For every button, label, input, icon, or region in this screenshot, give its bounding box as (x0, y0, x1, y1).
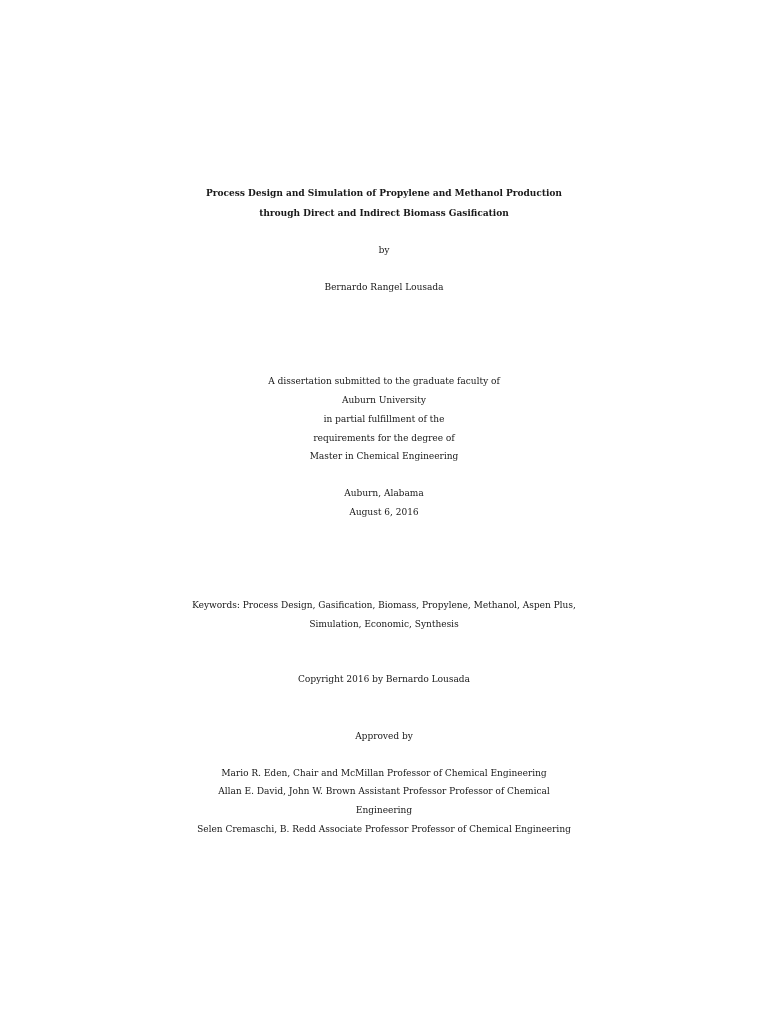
title-line-2: through Direct and Indirect Biomass Gasification (259, 209, 509, 219)
submission-line-3: in partial fulfillment of the (323, 415, 445, 425)
submission-line-5: Master in Chemical Engineering (309, 452, 459, 462)
submission-line-4: requirements for the degree of (313, 434, 455, 444)
author-name: Bernardo Rangel Lousada (324, 283, 444, 293)
place: Auburn, Alabama (344, 489, 424, 499)
submission-line-1: A dissertation submitted to the graduate faculty of (268, 377, 500, 387)
committee-line-4: Selen Cremaschi, B. Redd Associate Professor Professor of Chemical Engineering (197, 825, 571, 835)
by-label: by (378, 246, 390, 256)
keywords-line-1: Keywords: Process Design, Gasification, Biomass, Propylene, Methanol, Aspen Plus, (192, 601, 576, 611)
submission-line-2: Auburn University (342, 396, 426, 406)
approved-by-label: Approved by (355, 732, 413, 742)
title-line-1: Process Design and Simulation of Propylene and Methanol Production (206, 189, 562, 199)
copyright: Copyright 2016 by Bernardo Lousada (298, 675, 470, 685)
committee-line-1: Mario R. Eden, Chair and McMillan Professor of Chemical Engineering (221, 769, 547, 779)
date: August 6, 2016 (349, 508, 419, 518)
committee-line-3: Engineering (355, 806, 413, 816)
keywords-line-2: Simulation, Economic, Synthesis (309, 620, 459, 630)
committee-line-2: Allan E. David, John W. Brown Assistant Professor Professor of Chemical (218, 787, 550, 797)
